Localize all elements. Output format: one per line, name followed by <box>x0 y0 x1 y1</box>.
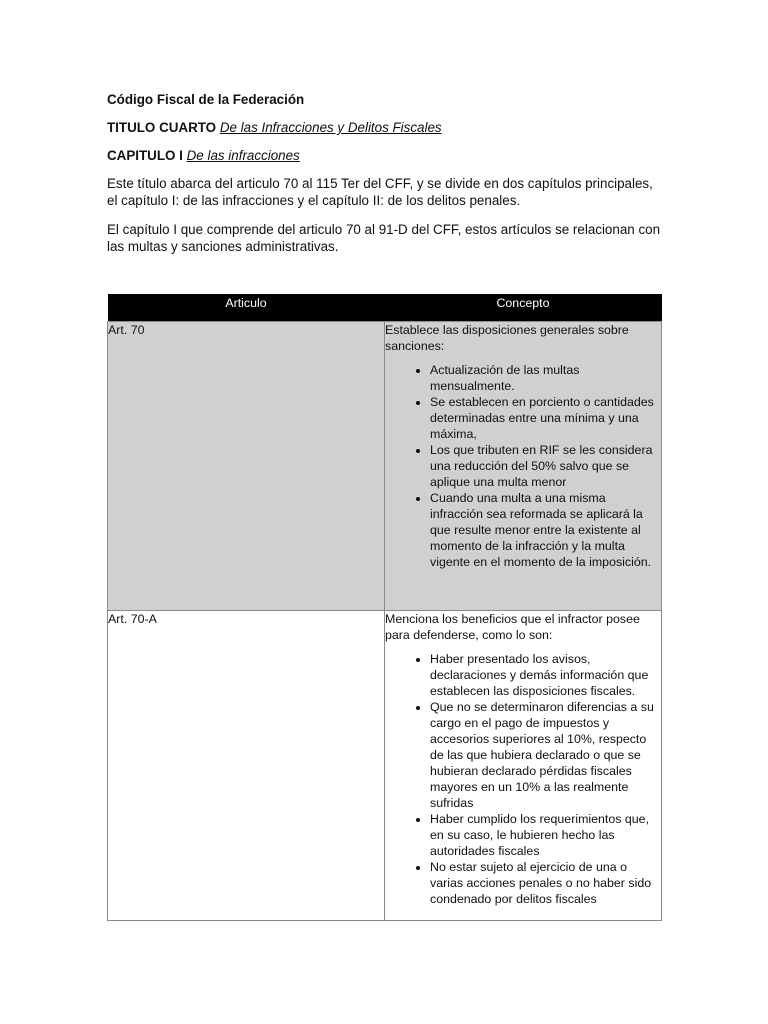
concepto-text: Menciona los beneficios que el infractor posee para defenderse, como lo son: <box>385 612 640 642</box>
capitulo-name: De las infracciones <box>186 148 300 163</box>
concepto-list <box>385 651 661 907</box>
list-item: • Cuando una multa a una misma infracción sea reformada se aplicará la que resulte menor entre la existente al momento de la infracción y la multa vigente en el momento de la imposición. <box>430 490 661 570</box>
titulo-heading <box>107 119 661 137</box>
articulo-label: Art. 70-A <box>108 612 157 626</box>
articulo-label: Art. 70 <box>108 323 145 337</box>
document-body <box>107 91 661 267</box>
articulo-cell <box>108 322 385 611</box>
table-row <box>108 322 662 611</box>
concepto-cell <box>385 611 662 921</box>
articulo-cell <box>108 611 385 921</box>
list-item: • No estar sujeto al ejercicio de una o varias acciones penales o no haber sido condenado por delitos fiscales <box>430 859 661 907</box>
table-header-row <box>108 294 662 322</box>
articles-table <box>107 294 662 921</box>
capitulo-heading <box>107 147 661 165</box>
list-item: • Se establecen en porciento o cantidades determinadas entre una mínima y una máxima, <box>430 394 661 442</box>
table-row <box>108 611 662 921</box>
concepto-text: Establece las disposiciones generales sobre sanciones: <box>385 323 629 353</box>
header-concepto: Concepto <box>385 294 662 322</box>
concepto-list <box>385 362 661 570</box>
document-title: Código Fiscal de la Federación <box>107 92 305 107</box>
capitulo-label: CAPITULO I <box>107 148 183 163</box>
list-item: • Los que tributen en RIF se les considera una reducción del 50% salvo que se aplique una multa menor <box>430 442 661 490</box>
list-item: • Haber presentado los avisos, declaraciones y demás información que establecen las disposiciones fiscales. <box>430 651 661 699</box>
intro-paragraph-1: Este título abarca del articulo 70 al 115 Ter del CFF, y se divide en dos capítulos principales, el capítulo I: de las infracciones y el capítulo II: de los delitos penales. <box>107 176 653 208</box>
header-articulo: Articulo <box>108 294 385 322</box>
titulo-name: De las Infracciones y Delitos Fiscales <box>219 120 442 135</box>
concepto-cell <box>385 322 662 611</box>
list-item: • Que no se determinaron diferencias a su cargo en el pago de impuestos y accesorios superiores al 10%, respecto de las que hubiera declarado o que se hubieran declarado pérdidas fiscales mayores en un 10% a las realmente sufridas <box>430 699 661 811</box>
titulo-label: TITULO CUARTO <box>107 120 217 135</box>
intro-paragraph-2: El capítulo I que comprende del articulo 70 al 91-D del CFF, estos artículos se relacionan con las multas y sanciones administrativas. <box>107 222 661 254</box>
list-item: • Actualización de las multas mensualmente. <box>430 362 661 394</box>
list-item: • Haber cumplido los requerimientos que, en su caso, le hubieren hecho las autoridades fiscales <box>430 811 661 859</box>
